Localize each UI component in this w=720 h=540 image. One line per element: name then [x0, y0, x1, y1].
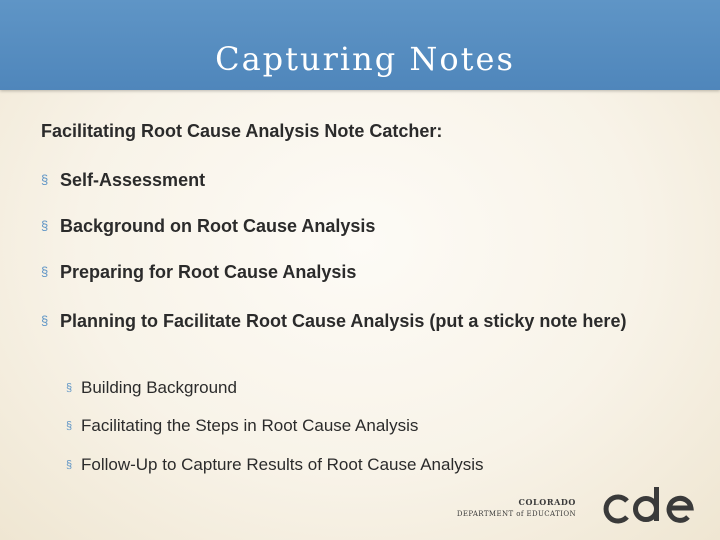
bullet-text: Preparing for Root Cause Analysis — [60, 262, 357, 282]
title-bar — [0, 0, 720, 90]
sub-bullet-text: Building Background — [81, 378, 237, 397]
bullet-marker-icon: § — [41, 218, 49, 233]
slide-heading: Facilitating Root Cause Analysis Note Catcher: — [41, 121, 443, 141]
bullet-marker-icon: § — [41, 264, 49, 279]
bullet-marker-icon: § — [41, 313, 49, 328]
logo-department-text: DEPARTMENT of EDUCATION — [456, 510, 576, 518]
sub-bullet-text: Facilitating the Steps in Root Cause Analysis — [81, 416, 419, 435]
bullet-text: Self-Assessment — [60, 170, 206, 190]
bullet-marker-icon: § — [66, 420, 73, 432]
slide-title: Capturing Notes — [215, 40, 515, 78]
logo-state-text: COLORADO — [518, 497, 576, 507]
sub-bullet-item — [66, 414, 418, 438]
sub-bullet-text: Follow-Up to Capture Results of Root Cause Analysis — [81, 455, 484, 474]
bullet-item — [41, 258, 690, 286]
bullet-marker-icon: § — [66, 459, 73, 471]
bullet-item — [41, 212, 690, 240]
bullet-marker-icon: § — [66, 382, 73, 394]
sub-bullet-item — [66, 453, 484, 477]
sub-bullet-item — [66, 376, 237, 400]
bullet-item — [41, 166, 690, 194]
cde-logo — [456, 484, 698, 528]
bullet-marker-icon: § — [41, 172, 49, 187]
bullet-text: Planning to Facilitate Root Cause Analysis (put a sticky note here) — [60, 311, 627, 331]
bullet-item — [41, 307, 690, 335]
cde-logo-mark-icon — [600, 484, 696, 528]
bullet-text: Background on Root Cause Analysis — [60, 216, 376, 236]
